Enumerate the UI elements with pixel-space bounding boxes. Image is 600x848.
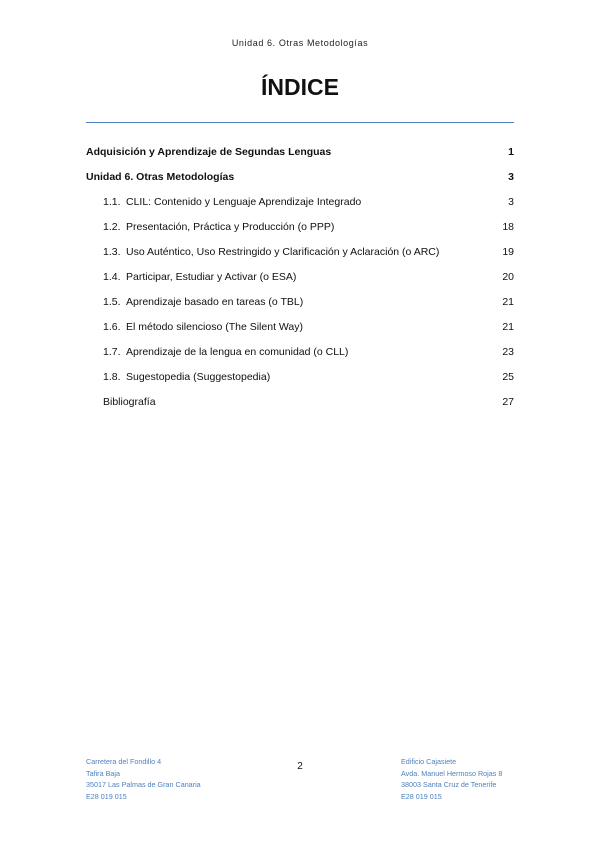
toc-entry-number: 1.8.: [103, 370, 121, 383]
toc-entry-1-8[interactable]: [86, 364, 514, 389]
footer-line: Avda. Manuel Hermoso Rojas 8: [401, 768, 503, 778]
title-divider: [86, 122, 514, 123]
footer-line: 35017 Las Palmas de Gran Canaria: [86, 780, 201, 789]
footer-address-right: [401, 756, 502, 802]
toc-entry-1-7[interactable]: [86, 339, 514, 364]
toc-entry-page: 3: [508, 195, 514, 208]
toc-entry-page: 25: [502, 370, 514, 383]
footer-line: E28 019 015: [86, 791, 127, 801]
page-number: 2: [297, 761, 303, 772]
toc-entry-1-4[interactable]: [86, 264, 514, 289]
toc-entry-label: CLIL: Contenido y Lenguaje Aprendizaje Integrado: [126, 195, 362, 208]
toc-entry-1-1[interactable]: [86, 189, 514, 214]
toc-entry-adquisicion[interactable]: [86, 140, 514, 165]
toc-entry-page: 23: [502, 345, 514, 358]
toc-entry-label: Unidad 6. Otras Metodologías: [86, 170, 235, 183]
toc-entry-page: 18: [502, 220, 514, 233]
toc-entry-1-2[interactable]: [86, 214, 514, 239]
toc-entry-number: 1.3.: [103, 245, 121, 258]
toc-entry-page: 3: [508, 170, 514, 183]
footer-line: 38003 Santa Cruz de Tenerife: [401, 780, 497, 789]
footer-line: E28 019 015: [401, 791, 442, 801]
toc-entry-label: Aprendizaje basado en tareas (o TBL): [126, 295, 304, 308]
toc-entry-number: 1.7.: [103, 345, 121, 358]
toc-entry-label: El método silencioso (The Silent Way): [126, 320, 304, 333]
running-header: Unidad 6. Otras Metodologías: [231, 38, 369, 48]
toc-entry-label: Participar, Estudiar y Activar (o ESA): [126, 270, 297, 283]
toc-entry-label: Sugestopedia (Suggestopedia): [126, 370, 271, 383]
footer-line: Carretera del Fondillo 4: [86, 757, 162, 766]
page-title: ÍNDICE: [261, 74, 339, 100]
footer-line: Tafira Baja: [86, 768, 120, 778]
toc-entry-1-3[interactable]: [86, 239, 514, 264]
footer-line: Edificio Cajasiete: [401, 757, 457, 766]
toc-entry-number: 1.4.: [103, 270, 121, 283]
toc-entry-label: Adquisición y Aprendizaje de Segundas Lenguas: [86, 146, 332, 159]
toc-entry-1-5[interactable]: [86, 289, 514, 314]
toc-entry-bibliografia[interactable]: [86, 389, 514, 414]
toc-entry-page: 19: [502, 245, 514, 258]
toc-entry-label: Presentación, Práctica y Producción (o PPP): [126, 220, 335, 233]
toc-entry-page: 21: [502, 295, 514, 308]
toc-entry-number: 1.6.: [103, 320, 121, 333]
toc-entry-number: 1.2.: [103, 220, 121, 233]
toc-entry-label: Aprendizaje de la lengua en comunidad (o CLL): [126, 345, 349, 358]
toc-entry-page: 20: [502, 270, 514, 283]
toc-entry-page: 1: [508, 146, 514, 159]
toc-entry-1-6[interactable]: [86, 314, 514, 339]
toc-entry-label: Uso Auténtico, Uso Restringido y Clarificación y Aclaración (o ARC): [126, 245, 440, 258]
toc-entry-page: 21: [502, 320, 514, 333]
toc-entry-page: 27: [502, 395, 514, 408]
toc-entry-label: Bibliografía: [103, 395, 156, 408]
toc-entry-number: 1.5.: [103, 295, 121, 308]
table-of-contents: [86, 140, 514, 414]
toc-entry-unidad-6[interactable]: [86, 165, 514, 190]
toc-entry-number: 1.1.: [103, 195, 121, 208]
